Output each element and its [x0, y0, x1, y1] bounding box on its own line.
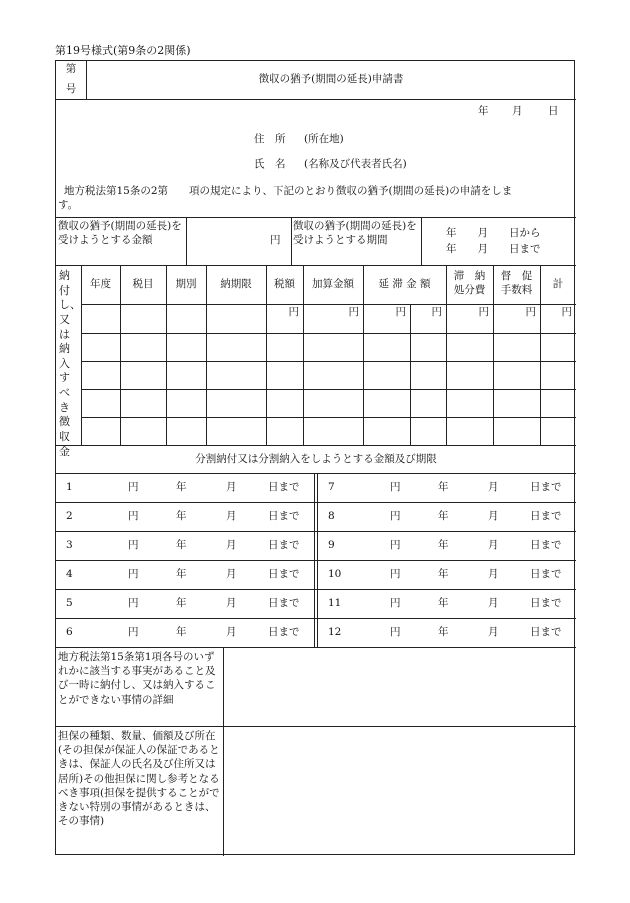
installment-field: 円 — [390, 597, 401, 609]
installment-field: 円 — [128, 539, 139, 551]
installment-number: 4 — [66, 568, 73, 580]
installment-field: 円 — [390, 481, 401, 493]
tax-side-label: 納付し、又は納入すべき徴収金 — [59, 269, 81, 458]
installment-field: 月 — [488, 510, 499, 522]
collateral-label: 担保の種類、数量、価額及び所在(その担保が保証人の保証であるときは、保証人の氏名及び住所又は居所)その他担保に関し参考となるべき事項(担保を提供することができない特別の事情があるときは、その事情) — [58, 730, 220, 828]
installment-number: 5 — [66, 597, 73, 609]
tax-header-1: 税目 — [132, 278, 154, 290]
installment-field: 日まで — [268, 510, 300, 522]
installment-field: 年 — [176, 510, 187, 522]
installment-field: 円 — [128, 510, 139, 522]
period-to: 年 月 日まで — [446, 243, 541, 255]
installment-field: 年 — [176, 539, 187, 551]
installment-field: 日まで — [268, 626, 300, 638]
installment-field: 円 — [128, 481, 139, 493]
tax-header-9: 計 — [552, 278, 564, 290]
installment-field: 円 — [390, 626, 401, 638]
tax-yen-mark: 円 — [395, 306, 406, 318]
installment-field: 日まで — [268, 539, 300, 551]
installment-field: 日まで — [268, 568, 300, 580]
installment-field: 円 — [128, 568, 139, 580]
tax-header-0: 年度 — [90, 278, 111, 290]
installment-number: 1 — [66, 481, 73, 493]
installment-field: 年 — [176, 568, 187, 580]
amount-yen: 円 — [270, 234, 281, 246]
tax-yen-mark: 円 — [525, 306, 536, 318]
statement-line-2: す。 — [58, 199, 79, 211]
tax-yen-mark: 円 — [348, 306, 359, 318]
application-form — [55, 60, 575, 855]
tax-yen-mark: 円 — [561, 306, 572, 318]
installment-field: 月 — [226, 510, 237, 522]
tax-yen-mark: 円 — [431, 306, 442, 318]
name-label: 氏 名 — [254, 158, 286, 170]
installment-field: 年 — [176, 481, 187, 493]
installment-title: 分割納付又は分割納入をしようとする金額及び期限 — [195, 453, 437, 465]
installment-field: 日まで — [530, 481, 562, 493]
installment-number: 7 — [328, 481, 335, 493]
amount-label: 徴収の猶予(期間の延長)を受けようとする金額 — [58, 220, 182, 247]
statement-line-1: 地方税法第15条の2第 項の規定により、下記のとおり徴収の猶予(期間の延長)の申請をしま — [64, 185, 513, 197]
installment-field: 月 — [488, 626, 499, 638]
date-month: 月 — [512, 105, 523, 117]
address-note: (所在地) — [304, 133, 344, 145]
installment-field: 日まで — [268, 481, 300, 493]
form-number-label: 第19号様式(第9条の2関係) — [55, 44, 191, 57]
installment-field: 日まで — [530, 539, 562, 551]
installment-field: 月 — [226, 539, 237, 551]
installment-number: 8 — [328, 510, 335, 522]
installment-field: 円 — [390, 568, 401, 580]
installment-number: 9 — [328, 539, 335, 551]
tax-header-3: 納期限 — [220, 278, 252, 290]
tax-header-4: 税額 — [274, 278, 295, 290]
form-title: 徴収の猶予(期間の延長)申請書 — [258, 73, 404, 85]
installment-number: 3 — [66, 539, 73, 551]
installment-field: 円 — [390, 510, 401, 522]
installment-number: 11 — [328, 597, 342, 609]
installment-field: 年 — [438, 539, 449, 551]
installment-number: 6 — [66, 626, 73, 638]
installment-field: 月 — [226, 568, 237, 580]
installment-field: 月 — [488, 568, 499, 580]
installment-number: 2 — [66, 510, 73, 522]
installment-number: 10 — [328, 568, 342, 580]
installment-field: 年 — [176, 597, 187, 609]
installment-field: 日まで — [530, 626, 562, 638]
number-label-top: 第 — [65, 63, 77, 75]
installment-field: 年 — [438, 597, 449, 609]
tax-header-6: 延 滞 金 額 — [378, 278, 431, 290]
installment-number: 12 — [328, 626, 342, 638]
installment-field: 円 — [390, 539, 401, 551]
tax-header-7: 滞 納 処分費 — [453, 270, 486, 297]
tax-header-8: 督 促 手数料 — [500, 270, 533, 297]
installment-field: 月 — [226, 481, 237, 493]
installment-field: 年 — [176, 626, 187, 638]
installment-field: 月 — [488, 539, 499, 551]
period-label: 徴収の猶予(期間の延長)を受けようとする期間 — [293, 220, 417, 247]
name-note: (名称及び代表者氏名) — [304, 158, 407, 170]
period-from: 年 月 日から — [446, 227, 541, 239]
tax-header-5: 加算金額 — [312, 278, 354, 290]
installment-field: 月 — [226, 626, 237, 638]
installment-field: 月 — [488, 481, 499, 493]
installment-field: 円 — [128, 597, 139, 609]
installment-field: 日まで — [530, 510, 562, 522]
installment-field: 年 — [438, 568, 449, 580]
address-label: 住 所 — [254, 133, 286, 145]
installment-field: 年 — [438, 626, 449, 638]
tax-yen-mark: 円 — [478, 306, 489, 318]
date-year: 年 — [478, 105, 489, 117]
tax-yen-mark: 円 — [288, 306, 299, 318]
facts-label: 地方税法第15条第1項各号のいずれかに該当する事実があること及び一時に納付し、又は納入することができない事情の詳細 — [58, 651, 216, 706]
tax-header-2: 期別 — [175, 278, 197, 290]
installment-field: 日まで — [530, 597, 562, 609]
installment-field: 月 — [226, 597, 237, 609]
installment-field: 円 — [128, 626, 139, 638]
installment-field: 月 — [488, 597, 499, 609]
date-day: 日 — [548, 105, 559, 117]
installment-field: 年 — [438, 481, 449, 493]
installment-field: 年 — [438, 510, 449, 522]
number-label-bottom: 号 — [65, 83, 77, 95]
installment-field: 日まで — [268, 597, 300, 609]
installment-field: 日まで — [530, 568, 562, 580]
